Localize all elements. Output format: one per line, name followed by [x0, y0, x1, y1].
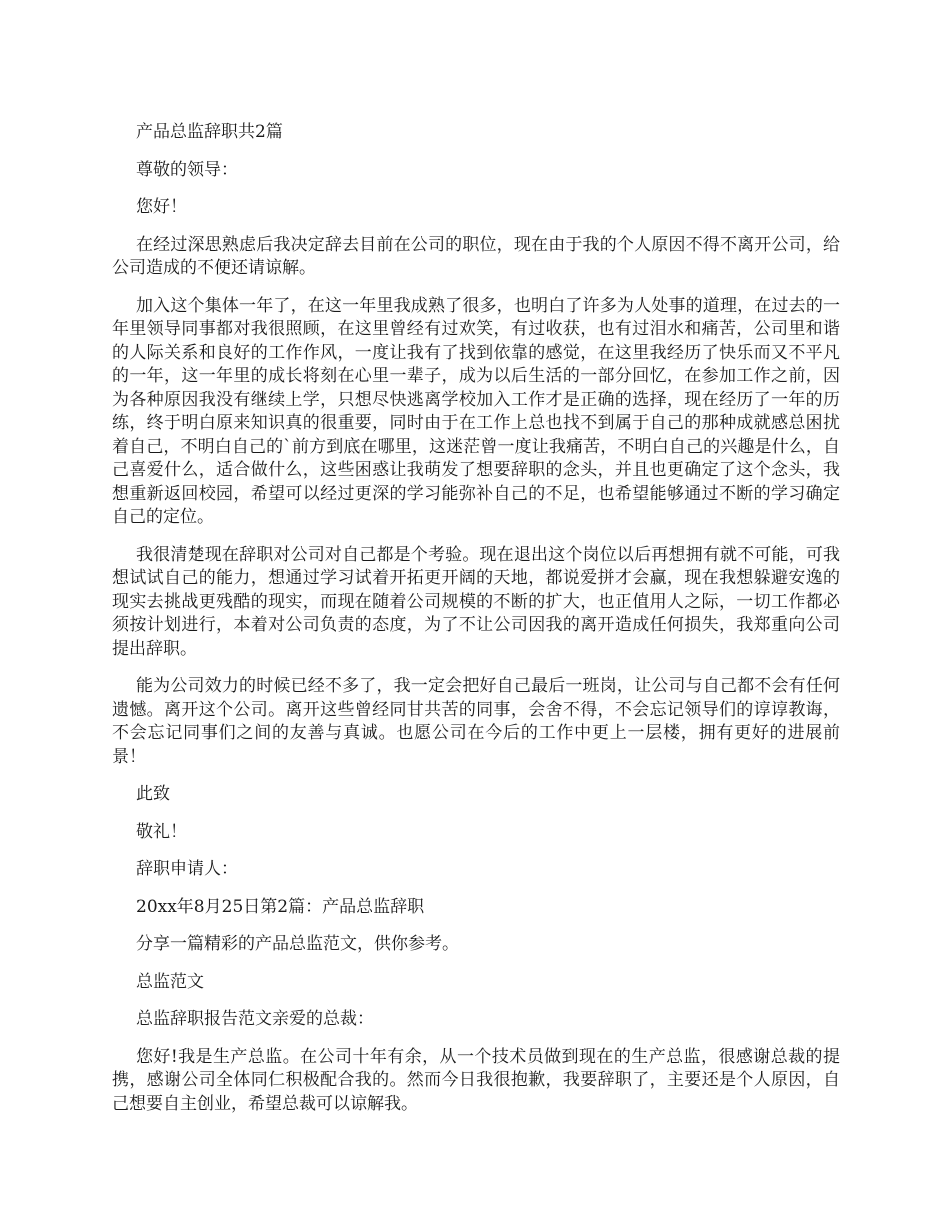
document-page [112, 121, 840, 1116]
date-and-section-heading: 20xx年8月25日第2篇：产品总监辞职 [136, 896, 425, 917]
body-paragraph: 在经过深思熟虑后我决定辞去目前在公司的职位，现在由于我的个人原因不得不离开公司，给公司造成的不便还请谅解。 [112, 234, 840, 278]
letter-heading: 总监辞职报告范文亲爱的总裁： [136, 1009, 374, 1029]
greeting: 您好！ [136, 197, 187, 217]
intro-line: 分享一篇精彩的产品总监范文，供你参考。 [136, 934, 459, 954]
body-paragraph: 加入这个集体一年了，在这一年里我成熟了很多，也明白了许多为人处事的道理，在过去的一年里领导同事都对我很照顾，在这里曾经有过欢笑，有过收获，也有过泪水和痛苦，公司里和谐的人际关系和良好的工作作风，一度让我有了找到依靠的感觉，在这里我经历了快乐而又不平凡的一年，这一年里的成长将刻在心里一辈子，成为以后生活的一部分回忆，在参加工作之前，因为各种原因我没有继续上学，只想尽快逃离学校加入工作才是正确的选择，现在经历了一年的历练，终于明白原来知识真的很重要，同时由于在工作上总也找不到属于自己的那种成就感总困扰着自己，不明白自己的`前方到底在哪里，这迷茫曾一度让我痛苦，不明白自己的兴趣是什么，自己喜爱什么，适合做什么，这些困惑让我萌发了想要辞职的念头，并且也更确定了这个念头，我想重新返回校园，希望可以经过更深的学习能弥补自己的不足，也希望能够通过不断的学习确定自己的定位。 [112, 295, 840, 527]
applicant-line: 辞职申请人： [136, 859, 238, 879]
document-title: 产品总监辞职共2篇 [136, 122, 283, 142]
closing-salute: 敬礼！ [136, 821, 187, 842]
salutation: 尊敬的领导： [136, 159, 238, 180]
body-paragraph: 我很清楚现在辞职对公司对自己都是个考验。现在退出这个岗位以后再想拥有就不可能，可我想试试自己的能力，想通过学习试着开拓更开阔的天地，都说爱拼才会赢，现在我想躲避安逸的现实去挑战更残酷的现实，而现在随着公司规模的不断的扩大，也正值用人之际，一切工作都必须按计划进行，本着对公司负责的态度，为了不让公司因我的离开造成任何损失，我郑重向公司提出辞职。 [112, 544, 840, 659]
section-heading: 总监范文 [136, 971, 204, 992]
body-paragraph: 您好!我是生产总监。在公司十年有余，从一个技术员做到现在的生产总监，很感谢总裁的提携，感谢公司全体同仁积极配合我的。然而今日我很抱歉，我要辞职了，主要还是个人原因，自己想要自主创业，希望总裁可以谅解我。 [112, 1046, 840, 1114]
closing-line: 此致 [136, 784, 170, 804]
body-paragraph: 能为公司效力的时候已经不多了，我一定会把好自己最后一班岗，让公司与自己都不会有任何遗憾。离开这个公司。离开这些曾经同甘共苦的同事，会舍不得，不会忘记领导们的谆谆教诲，不会忘记同事们之间的友善与真诚。也愿公司在今后的工作中更上一层楼，拥有更好的进展前景！ [112, 676, 840, 767]
